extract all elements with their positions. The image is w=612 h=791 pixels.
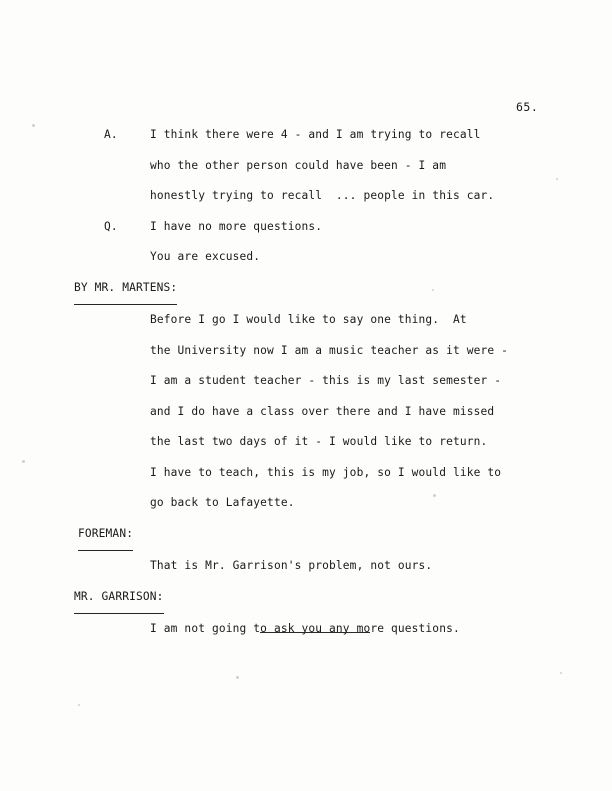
statement-line: [104, 551, 554, 582]
speaker-label: A.: [104, 128, 118, 141]
line-text: I think there were 4 - and I am trying to recall: [150, 128, 481, 141]
testimony-line: [104, 242, 554, 273]
speaker-label: [104, 242, 150, 273]
statement-line: [104, 366, 554, 397]
speaker-heading-row: [74, 582, 554, 615]
line-text: who the other person could have been - I am: [150, 158, 447, 172]
speaker-heading-garrison: MR. GARRISON:: [74, 582, 164, 615]
line-text: You are excused.: [150, 250, 261, 263]
statement-line: [104, 458, 554, 489]
transcript-body: [74, 120, 554, 645]
line-text: I am not going to ask you any more questions.: [150, 622, 460, 635]
scan-speckle: [78, 704, 80, 706]
line-text: Before I go I would like to say one thing. At: [150, 313, 467, 326]
speaker-heading-foreman: FOREMAN:: [78, 519, 133, 552]
scan-speckle: [32, 124, 35, 127]
speaker-heading-martens: BY MR. MARTENS:: [74, 273, 177, 306]
speaker-label: [104, 151, 150, 182]
testimony-line: [104, 120, 554, 151]
line-text: honestly trying to recall ... people in this car.: [150, 189, 495, 202]
line-text: I am a student teacher - this is my last semester -: [150, 374, 502, 387]
end-of-section-rule: [260, 632, 370, 633]
statement-line: [104, 397, 554, 428]
testimony-line: [104, 151, 554, 182]
line-text: the last two days of it - I would like to return.: [150, 435, 488, 448]
testimony-line: [104, 181, 554, 212]
speaker-heading-row: [74, 273, 554, 306]
statement-line: [104, 427, 554, 458]
testimony-line: [104, 212, 554, 243]
page-number: 65.: [516, 100, 539, 114]
line-text: go back to Lafayette.: [150, 496, 295, 509]
statement-line: [104, 488, 554, 519]
speaker-label: [104, 181, 150, 212]
statement-line: [104, 336, 554, 367]
line-text: I have to teach, this is my job, so I would like to: [150, 465, 502, 479]
scan-speckle: [236, 676, 239, 679]
scan-speckle: [22, 460, 25, 463]
scan-speckle: [556, 178, 558, 180]
line-text: That is Mr. Garrison's problem, not ours.: [150, 559, 433, 572]
speaker-heading-row: [78, 519, 554, 552]
line-text: and I do have a class over there and I have missed: [150, 404, 495, 418]
line-text: the University now I am a music teacher as it were -: [150, 343, 509, 357]
statement-line: [104, 614, 554, 645]
speaker-label: Q.: [104, 219, 118, 233]
scan-speckle: [560, 672, 562, 674]
statement-line: [104, 305, 554, 336]
line-text: I have no more questions.: [150, 219, 323, 233]
